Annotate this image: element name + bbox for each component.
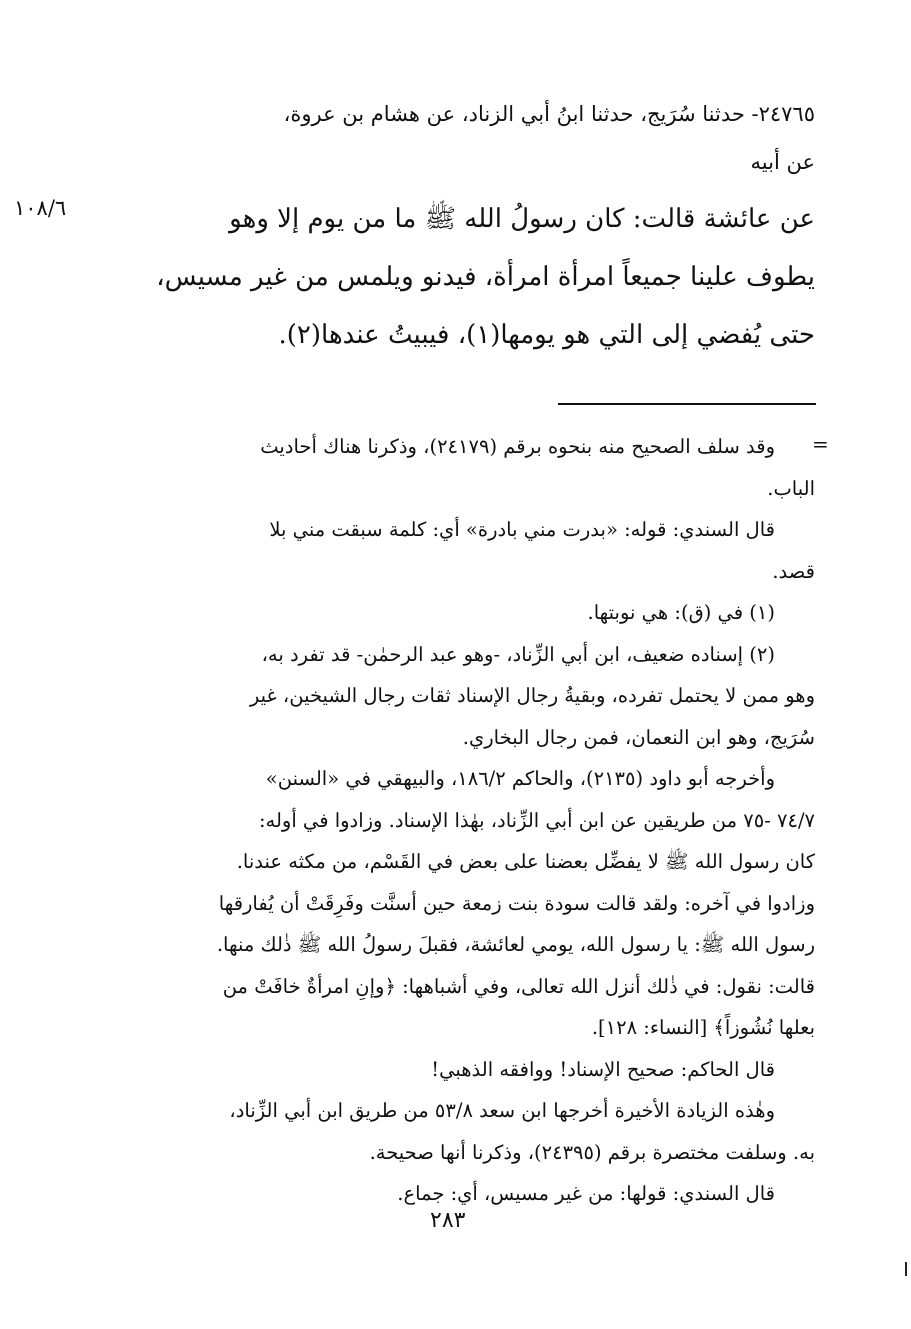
matn-line: يطوف علينا جميعاً امرأة امرأة، فيدنو ويلمس من غير مسيس، <box>156 262 815 292</box>
chain-line: ٢٤٧٦٥- حدثنا سُرَيج، حدثنا ابنُ أبي الزناد، عن هشام بن عروة، <box>283 102 815 126</box>
footnote-line: كان رسول الله ﷺ لا يفضِّل بعضنا على بعض في القَسْم، من مكثه عندنا. <box>236 850 815 873</box>
footnote-line: بعلها نُشُوزاً﴾ [النساء: ١٢٨]. <box>591 1016 815 1039</box>
footnote-line: به. وسلفت مختصرة برقم (٢٤٣٩٥)، وذكرنا أنها صحيحة. <box>369 1140 815 1164</box>
scan-edge-mark <box>905 1262 907 1276</box>
footnote-line: (٢) إسناده ضعيف، ابن أبي الزِّناد، -وهو عبد الرحمٰن- قد تفرد به، <box>261 642 775 666</box>
footnote-line: رسول الله ﷺ: يا رسول الله، يومي لعائشة، فقبلَ رسولُ الله ﷺ ذٰلك منها. <box>216 933 815 956</box>
footnote-line: قال الحاكم: صحيح الإسناد! ووافقه الذهبي! <box>431 1057 775 1081</box>
footnote-line: وهٰذه الزيادة الأخيرة أخرجها ابن سعد ٥٣/٨ من طريق ابن أبي الزِّناد، <box>229 1099 775 1122</box>
footnote-line: سُرَيج، وهو ابن النعمان، فمن رجال البخاري. <box>462 725 815 749</box>
footnote-line: قال السندي: قوله: «بدرت مني بادرة» أي: كلمة سبقت مني بلا <box>269 518 775 541</box>
footnote-line: الباب. <box>767 476 815 500</box>
footnote-line: (١) في (ق): هي نوبتها. <box>587 601 775 624</box>
footnote-line: ٧٤/٧ -٧٥ من طريقين عن ابن أبي الزِّناد، بهٰذا الإسناد. وزادوا في أوله: <box>258 808 815 832</box>
footnote-line: وهو ممن لا يحتمل تفرده، وبقيةُ رجال الإسناد ثقات رجال الشيخين، غير <box>249 684 815 707</box>
margin-reference: ١٠٨/٦ <box>14 196 67 220</box>
hadith-chain <box>120 90 815 186</box>
footnote-line: قالت: نقول: في ذٰلك أنزل الله تعالى، وفي أشباهها: ﴿وإنِ امرأةٌ خافَتْ من <box>222 974 815 998</box>
footnotes <box>115 426 815 1215</box>
chain-line: عن أبيه <box>750 150 815 174</box>
footnote-line: وأخرجه أبو داود (٢١٣٥)، والحاكم ١٨٦/٢، والبيهقي في «السنن» <box>265 767 775 790</box>
page-number: ٢٨٣ <box>430 1208 466 1233</box>
footnote-line: وزادوا في آخره: ولقد قالت سودة بنت زمعة حين أسنَّت وفَرِقَتْ أن يُفارقها <box>218 891 815 915</box>
hadith-text <box>120 190 815 364</box>
matn-line: عن عائشة قالت: كان رسولُ الله ﷺ ما من يوم إلا وهو <box>229 204 815 234</box>
footnote-line: قال السندي: قولها: من غير مسيس، أي: جماع. <box>397 1182 775 1205</box>
matn-line: حتى يُفضي إلى التي هو يومها(١)، فيبيتُ عندها(٢). <box>278 320 815 350</box>
continuation-mark: = <box>812 432 829 456</box>
footnote-line: قصد. <box>772 559 815 583</box>
footnote-line: وقد سلف الصحيح منه بنحوه برقم (٢٤١٧٩)، وذكرنا هناك أحاديث <box>260 435 775 458</box>
footnote-separator <box>558 403 816 405</box>
